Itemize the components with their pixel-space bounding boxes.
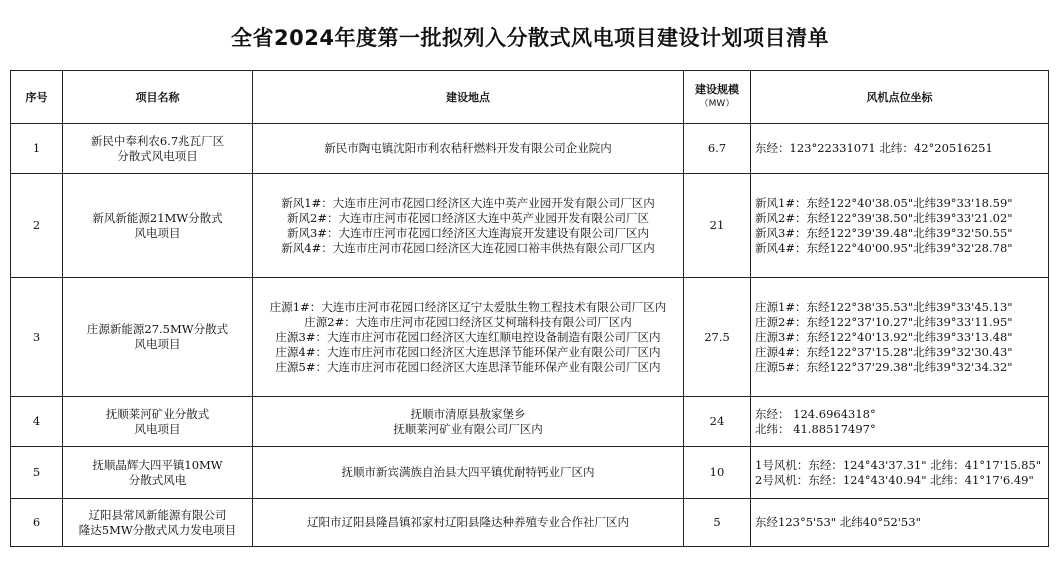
- coord-line: 庄源5#：东经122°37'29.38"北纬39°32'34.32": [755, 359, 1013, 374]
- header-location: 建设地点: [253, 71, 684, 124]
- project-name-line: 新民中奉利农6.7兆瓦厂区: [90, 133, 225, 148]
- project-capacity: 10: [684, 447, 751, 499]
- location-line: 新风2#：大连市庄河市花园口经济区大连中英产业园开发有限公司厂区: [287, 210, 649, 225]
- project-name-line: 分散式风电: [128, 472, 187, 487]
- turbine-coords: [751, 499, 1049, 547]
- header-index: 序号: [11, 71, 63, 124]
- location-line: 庄源4#：大连市庄河市花园口经济区大连思泽节能环保产业有限公司厂区内: [275, 344, 661, 359]
- project-name-line: 隆达5MW分散式风力发电项目: [78, 522, 237, 537]
- project-name-line: 风电项目: [134, 225, 181, 240]
- header-coords: 风机点位坐标: [751, 71, 1049, 124]
- location-line: 庄源5#：大连市庄河市花园口经济区大连思泽节能环保产业有限公司厂区内: [275, 359, 661, 374]
- table-row: [11, 499, 1049, 547]
- table-row: [11, 278, 1049, 397]
- coord-line: 新风3#：东经122°39'39.48"北纬39°32'50.55": [755, 225, 1013, 240]
- turbine-coords: [751, 174, 1049, 278]
- row-index: 1: [11, 124, 63, 174]
- location-line: 抚顺莱河矿业有限公司厂区内: [393, 421, 543, 436]
- header-name: 项目名称: [63, 71, 253, 124]
- table-row: [11, 397, 1049, 447]
- project-name: [63, 397, 253, 447]
- project-capacity: 21: [684, 174, 751, 278]
- header-capacity: [684, 71, 751, 124]
- header-capacity-label: 建设规模: [695, 83, 739, 96]
- location-line: 庄源3#：大连市庄河市花园口经济区大连红顺电控设备制造有限公司厂区内: [275, 329, 661, 344]
- location-line: 新风4#：大连市庄河市花园口经济区大连花园口裕丰供热有限公司厂区内: [281, 240, 655, 255]
- project-location: [253, 447, 684, 499]
- coord-line: 庄源1#：东经122°38'35.53"北纬39°33'45.13": [755, 299, 1013, 314]
- project-name-line: 风电项目: [134, 421, 181, 436]
- table-row: [11, 174, 1049, 278]
- location-line: 庄源1#：大连市庄河市花园口经济区辽宁太爱肽生物工程技术有限公司厂区内: [269, 299, 667, 314]
- project-name: [63, 174, 253, 278]
- location-line: 庄源2#：大连市庄河市花园口经济区艾柯瑞科技有限公司厂区内: [304, 314, 632, 329]
- coord-line: 庄源2#：东经122°37'10.27"北纬39°33'11.95": [755, 314, 1013, 329]
- project-name: [63, 447, 253, 499]
- project-location: [253, 499, 684, 547]
- project-name: [63, 278, 253, 397]
- row-index: 5: [11, 447, 63, 499]
- project-location: [253, 174, 684, 278]
- project-table: [10, 70, 1049, 547]
- turbine-coords: [751, 124, 1049, 174]
- location-line: 抚顺市新宾满族自治县大四平镇优耐特钙业厂区内: [341, 465, 595, 479]
- header-capacity-unit: （MW）: [699, 99, 735, 109]
- document-title: 全省2024年度第一批拟列入分散式风电项目建设计划项目清单: [231, 26, 829, 50]
- coord-line: 1号风机：东经：124°43'37.31" 北纬：41°17'15.85": [755, 457, 1042, 472]
- row-index: 4: [11, 397, 63, 447]
- coord-line: 新风4#：东经122°40'00.95"北纬39°32'28.78": [755, 240, 1013, 255]
- turbine-coords: [751, 278, 1049, 397]
- project-name-line: 分散式风电项目: [117, 148, 198, 163]
- project-name-line: 辽阳县常风新能源有限公司: [88, 507, 227, 522]
- project-name-line: 新风新能源21MW分散式: [92, 210, 223, 225]
- coord-line: 2号风机：东经：124°43'40.94" 北纬：41°17'6.49": [755, 472, 1034, 487]
- project-capacity: 27.5: [684, 278, 751, 397]
- coord-line: 东经：123°22331071 北纬：42°20516251: [755, 141, 993, 155]
- coord-line: 庄源4#：东经122°37'15.28"北纬39°32'30.43": [755, 344, 1013, 359]
- location-line: 新民市陶屯镇沈阳市利农秸秆燃料开发有限公司企业院内: [324, 141, 612, 155]
- table-header-row: [11, 71, 1049, 124]
- turbine-coords: [751, 397, 1049, 447]
- project-name-line: 庄源新能源27.5MW分散式: [86, 322, 229, 336]
- row-index: 3: [11, 278, 63, 397]
- coord-line: 北纬： 41.88517497°: [755, 421, 876, 436]
- project-name-line: 抚顺莱河矿业分散式: [105, 406, 210, 421]
- project-capacity: 24: [684, 397, 751, 447]
- project-name: [63, 499, 253, 547]
- project-name-line: 风电项目: [134, 337, 181, 351]
- table-row: [11, 124, 1049, 174]
- location-line: 抚顺市清原县敖家堡乡: [410, 406, 526, 421]
- coord-line: 东经123°5'53" 北纬40°52'53": [755, 515, 921, 529]
- project-capacity: 6.7: [684, 124, 751, 174]
- coord-line: 东经： 124.6964318°: [755, 406, 876, 421]
- location-line: 新风3#：大连市庄河市花园口经济区大连海宸开发建设有限公司厂区内: [287, 225, 649, 240]
- turbine-coords: [751, 447, 1049, 499]
- location-line: 辽阳市辽阳县隆昌镇祁家村辽阳县隆达种养殖专业合作社厂区内: [307, 515, 629, 529]
- project-location: [253, 278, 684, 397]
- coord-line: 新风1#：东经122°40'38.05"北纬39°33'18.59": [755, 195, 1013, 210]
- project-name: [63, 124, 253, 174]
- row-index: 6: [11, 499, 63, 547]
- project-name-line: 抚顺晶辉大四平镇10MW: [92, 457, 223, 472]
- location-line: 新风1#：大连市庄河市花园口经济区大连中英产业园开发有限公司厂区内: [281, 195, 655, 210]
- project-location: [253, 124, 684, 174]
- coord-line: 庄源3#：东经122°40'13.92"北纬39°33'13.48": [755, 329, 1013, 344]
- row-index: 2: [11, 174, 63, 278]
- project-capacity: 5: [684, 499, 751, 547]
- coord-line: 新风2#：东经122°39'38.50"北纬39°33'21.02": [755, 210, 1013, 225]
- project-location: [253, 397, 684, 447]
- table-row: [11, 447, 1049, 499]
